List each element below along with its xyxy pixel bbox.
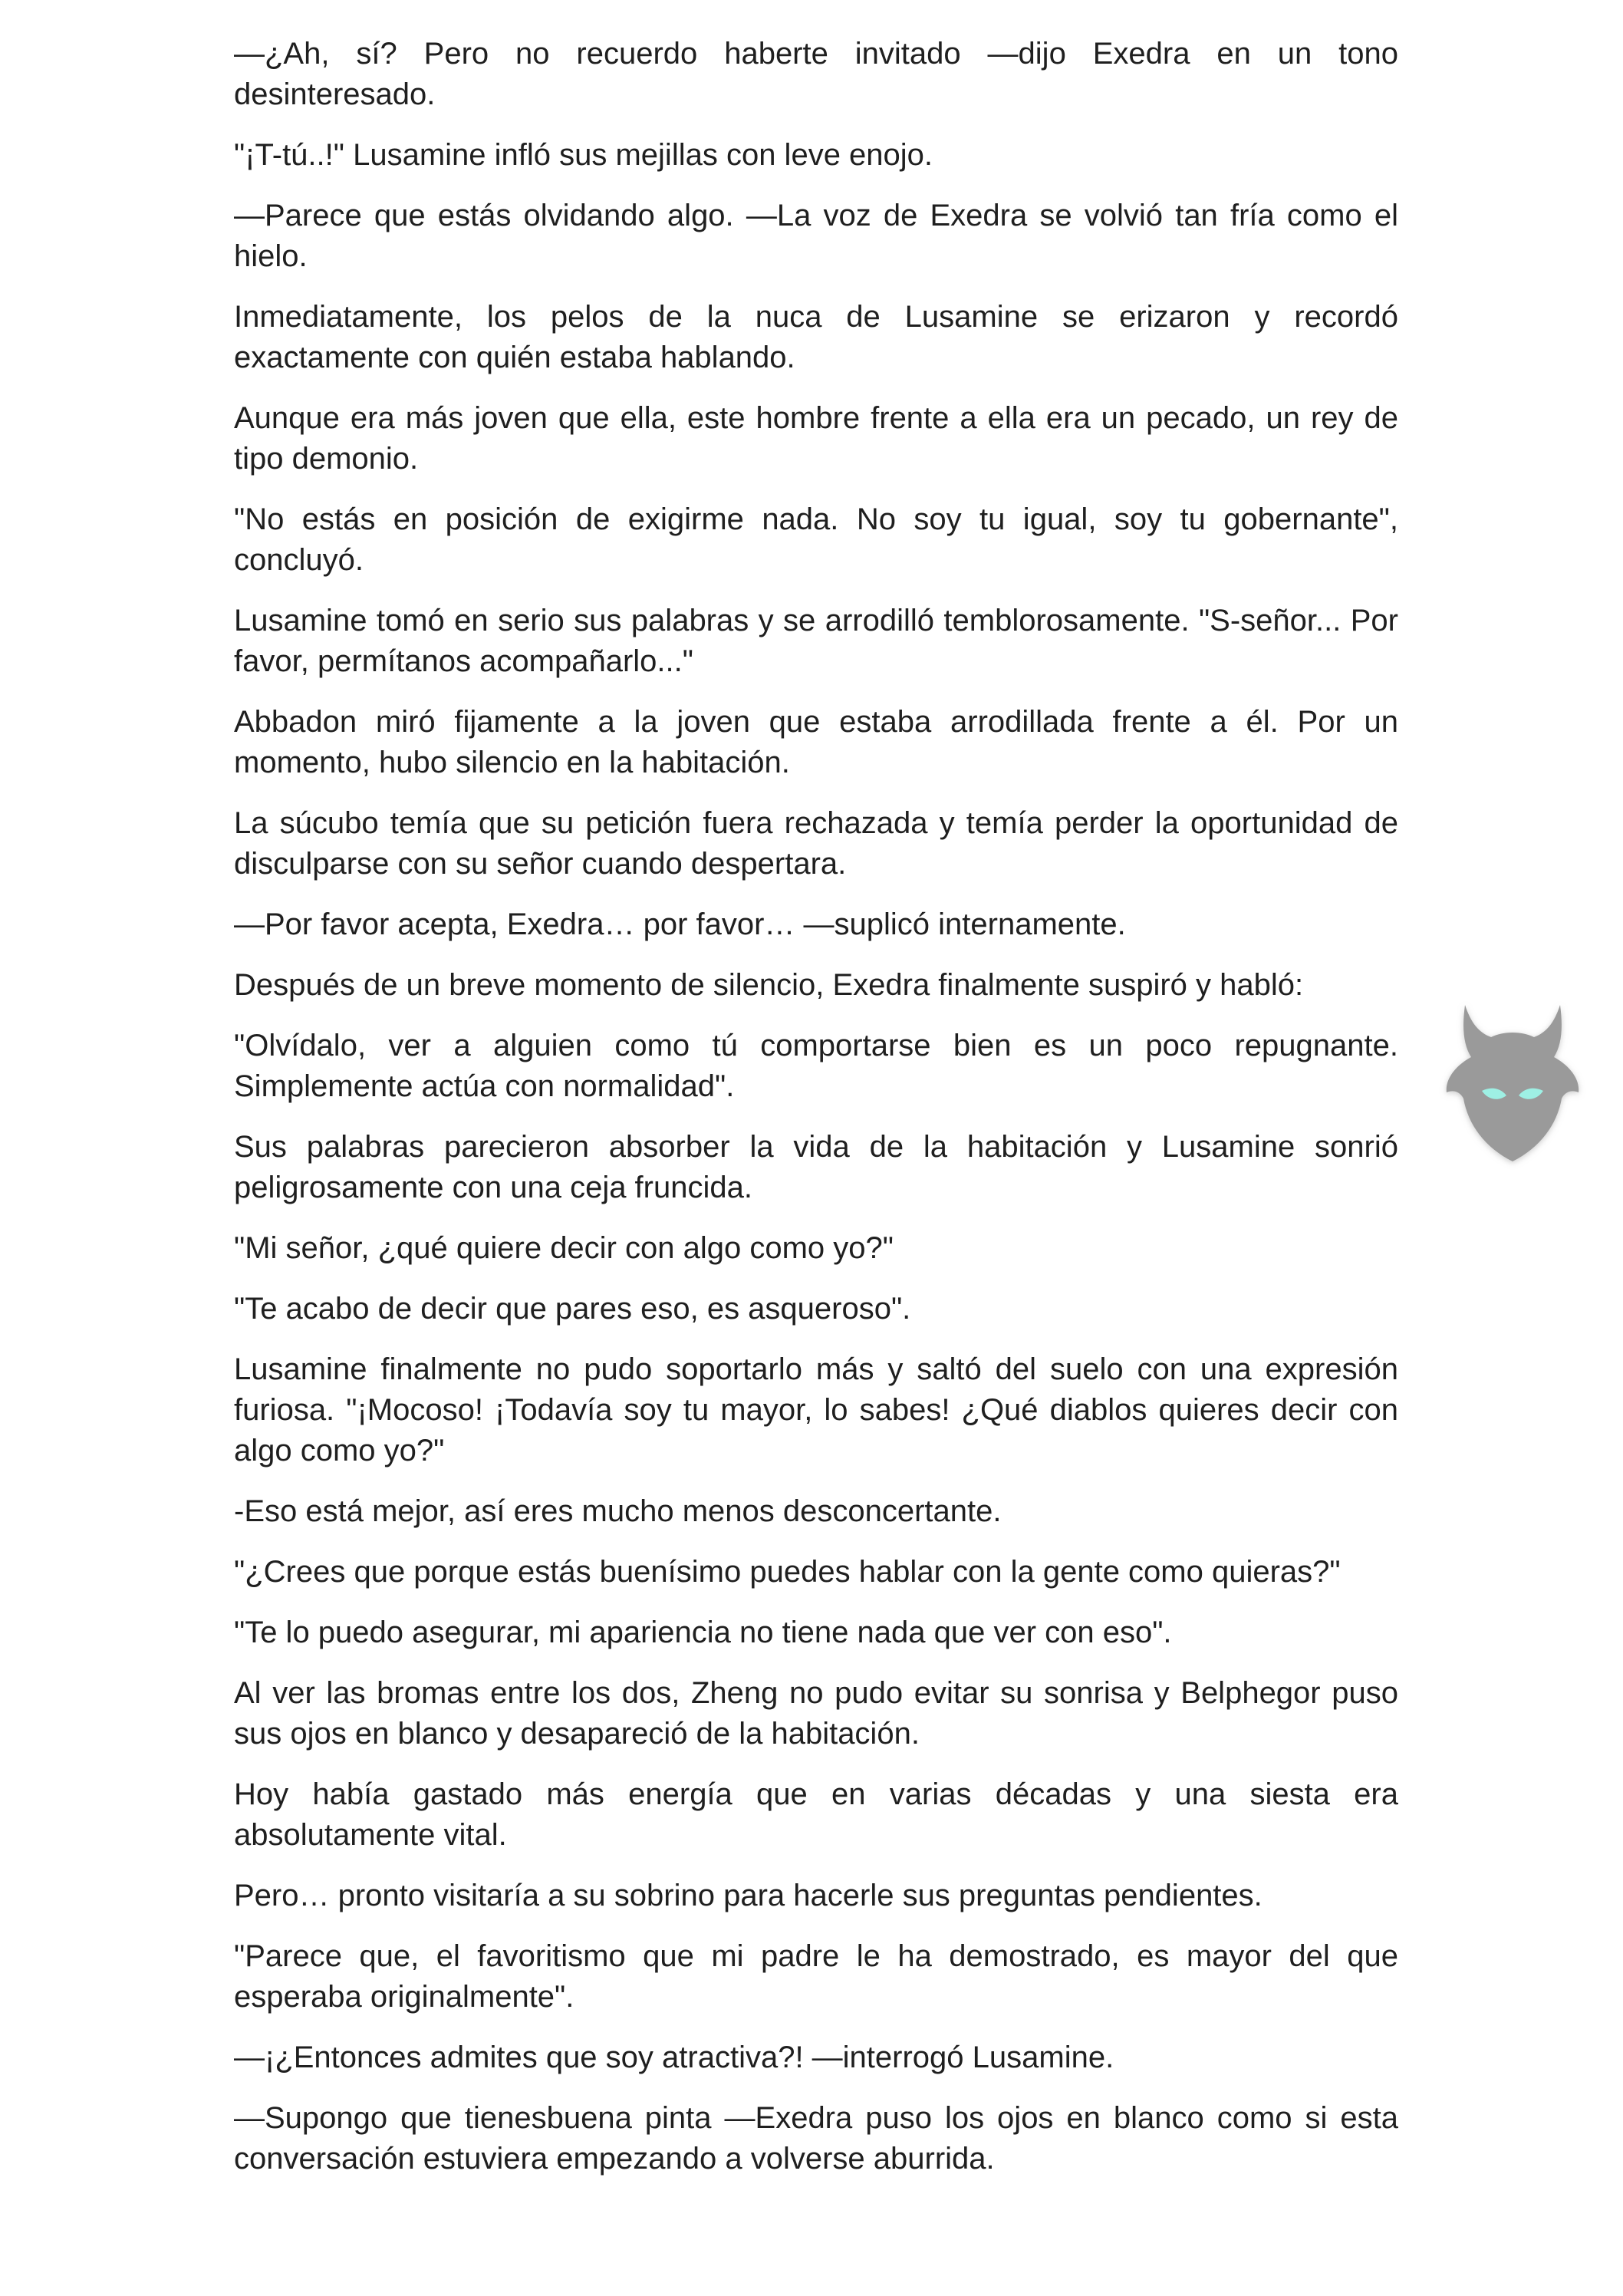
paragraph-20: Al ver las bromas entre los dos, Zheng no pudo evitar su sonrisa y Belphegor puso sus ojos en blanco y desapareció de la habitación. — [234, 1676, 1398, 1751]
paragraph-13: Sus palabras parecieron absorber la vida de la habitación y Lusamine sonrió peligrosamente con una ceja fruncida. — [234, 1130, 1398, 1204]
text-body — [234, 34, 1398, 2199]
paragraph-11: Después de un breve momento de silencio, Exedra finalmente suspiró y habló: — [234, 968, 1304, 1002]
paragraph-22: Pero… pronto visitaría a su sobrino para hacerle sus preguntas pendientes. — [234, 1879, 1263, 1912]
paragraph-21: Hoy había gastado más energía que en varias décadas y una siesta era absolutamente vital. — [234, 1777, 1398, 1852]
paragraph-6: "No estás en posición de exigirme nada. No soy tu igual, soy tu gobernante", concluyó. — [234, 502, 1398, 577]
paragraph-24: —¡¿Entonces admites que soy atractiva?! —interrogó Lusamine. — [234, 2041, 1114, 2074]
paragraph-18: "¿Crees que porque estás buenísimo puedes hablar con la gente como quieras?" — [234, 1555, 1341, 1589]
paragraph-10: —Por favor acepta, Exedra… por favor… —suplicó internamente. — [234, 908, 1126, 941]
paragraph-17: -Eso está mejor, así eres mucho menos desconcertante. — [234, 1494, 1002, 1528]
paragraph-16: Lusamine finalmente no pudo soportarlo más y saltó del suelo con una expresión furiosa. "¡Mocoso! ¡Todavía soy tu mayor, lo sabes! ¿Qué diablos quieres decir con algo como yo?" — [234, 1352, 1398, 1468]
paragraph-23: "Parece que, el favoritismo que mi padre le ha demostrado, es mayor del que esperaba originalmente". — [234, 1939, 1398, 2014]
paragraph-2: "¡T-tú..!" Lusamine infló sus mejillas con leve enojo. — [234, 138, 933, 172]
paragraph-5: Aunque era más joven que ella, este hombre frente a ella era un pecado, un rey de tipo demonio. — [234, 401, 1398, 476]
paragraph-15: "Te acabo de decir que pares eso, es asqueroso". — [234, 1292, 911, 1326]
paragraph-3: —Parece que estás olvidando algo. —La voz de Exedra se volvió tan fría como el hielo. — [234, 199, 1398, 273]
paragraph-9: La súcubo temía que su petición fuera rechazada y temía perder la oportunidad de disculparse con su señor cuando despertara. — [234, 806, 1398, 881]
paragraph-8: Abbadon miró fijamente a la joven que estaba arrodillada frente a él. Por un momento, hubo silencio en la habitación. — [234, 705, 1398, 779]
demon-head-icon — [1436, 997, 1589, 1174]
paragraph-25: —Supongo que tienesbuena pinta —Exedra puso los ojos en blanco como si esta conversación estuviera empezando a volverse aburrida. — [234, 2101, 1398, 2176]
paragraph-1: —¿Ah, sí? Pero no recuerdo haberte invitado —dijo Exedra en un tono desinteresado. — [234, 37, 1398, 111]
paragraph-19: "Te lo puedo asegurar, mi apariencia no tiene nada que ver con eso". — [234, 1616, 1172, 1649]
paragraph-12: "Olvídalo, ver a alguien como tú comportarse bien es un poco repugnante. Simplemente actúa con normalidad". — [234, 1029, 1398, 1103]
paragraph-14: "Mi señor, ¿qué quiere decir con algo como yo?" — [234, 1231, 894, 1265]
paragraph-4: Inmediatamente, los pelos de la nuca de Lusamine se erizaron y recordó exactamente con quién estaba hablando. — [234, 300, 1398, 374]
paragraph-7: Lusamine tomó en serio sus palabras y se arrodilló temblorosamente. "S-señor... Por favor, permítanos acompañarlo..." — [234, 604, 1398, 678]
